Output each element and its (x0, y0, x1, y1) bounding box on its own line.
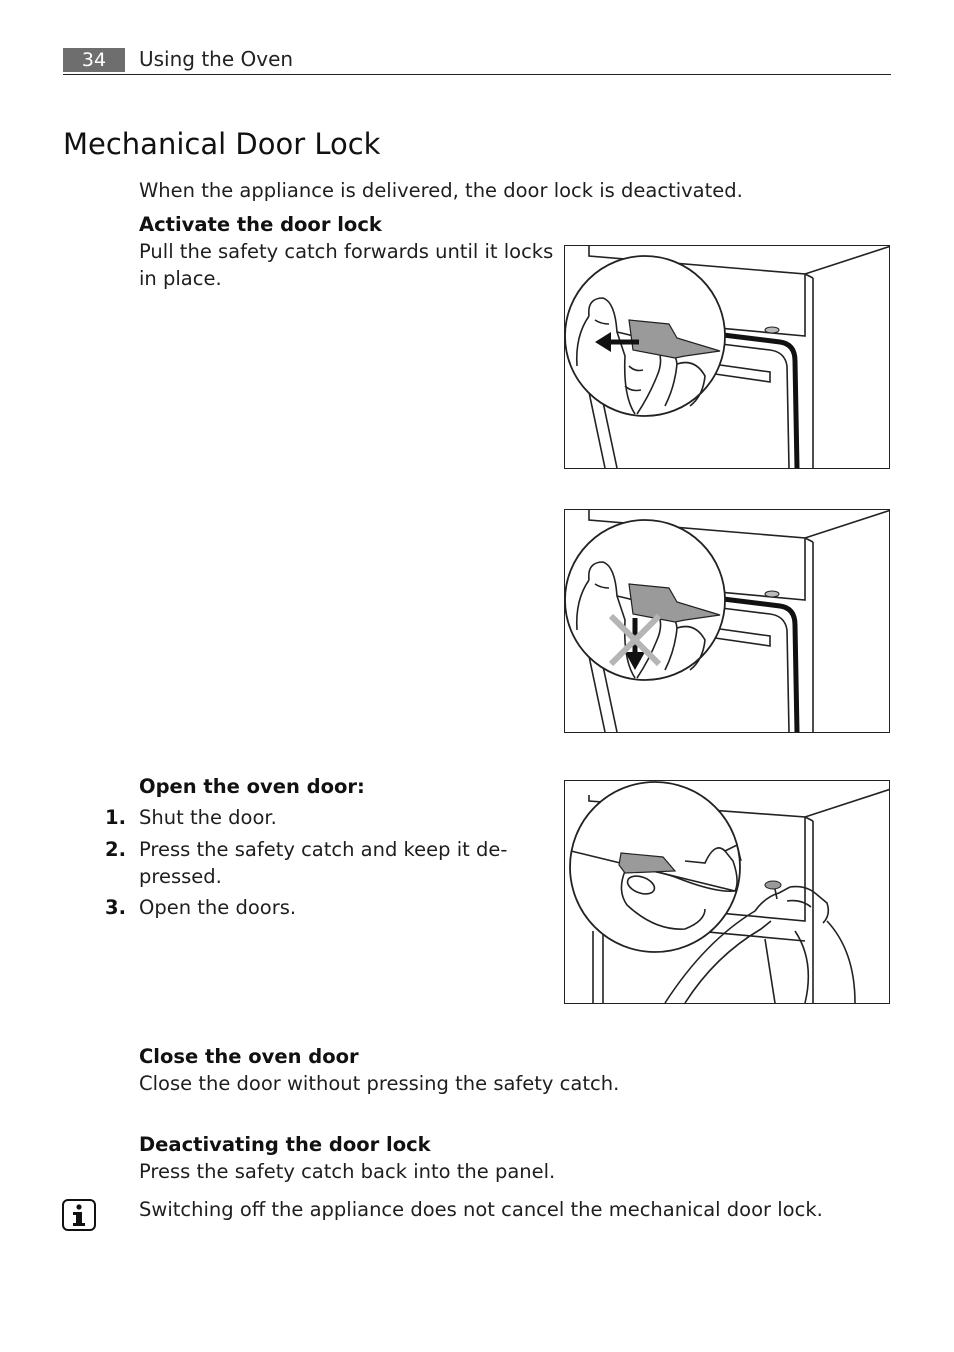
page-title: Mechanical Door Lock (63, 127, 381, 161)
activate-heading: Activate the door lock (139, 213, 382, 236)
step-text: Shut the door. (139, 806, 277, 829)
info-note-text: Switching off the appliance does not cancel the mechanical door lock. (139, 1198, 823, 1221)
deactivate-heading: Deactivating the door lock (139, 1133, 431, 1156)
step-text: Open the doors. (139, 896, 297, 919)
step-text-line2: pressed. (139, 865, 222, 888)
section-title: Using the Oven (139, 47, 294, 71)
figure-do-not-press (564, 509, 890, 733)
activate-text-line2: in place. (139, 267, 222, 290)
step-number: 1. (105, 806, 126, 829)
step-text-line1: Press the safety catch and keep it de- (139, 838, 508, 861)
deactivate-text: Press the safety catch back into the panel. (139, 1160, 556, 1183)
header-divider (63, 74, 891, 75)
page-number: 34 (63, 48, 125, 72)
open-heading: Open the oven door: (139, 775, 365, 798)
activate-text-line1: Pull the safety catch forwards until it locks (139, 240, 554, 263)
step-number: 2. (105, 838, 126, 861)
close-text: Close the door without pressing the safety catch. (139, 1072, 620, 1095)
intro-text: When the appliance is delivered, the door lock is deactivated. (139, 179, 743, 202)
step-number: 3. (105, 896, 126, 919)
figure-open-door (564, 780, 890, 1004)
info-icon (62, 1199, 96, 1231)
figure-activate-lock (564, 245, 890, 469)
close-heading: Close the oven door (139, 1045, 359, 1068)
